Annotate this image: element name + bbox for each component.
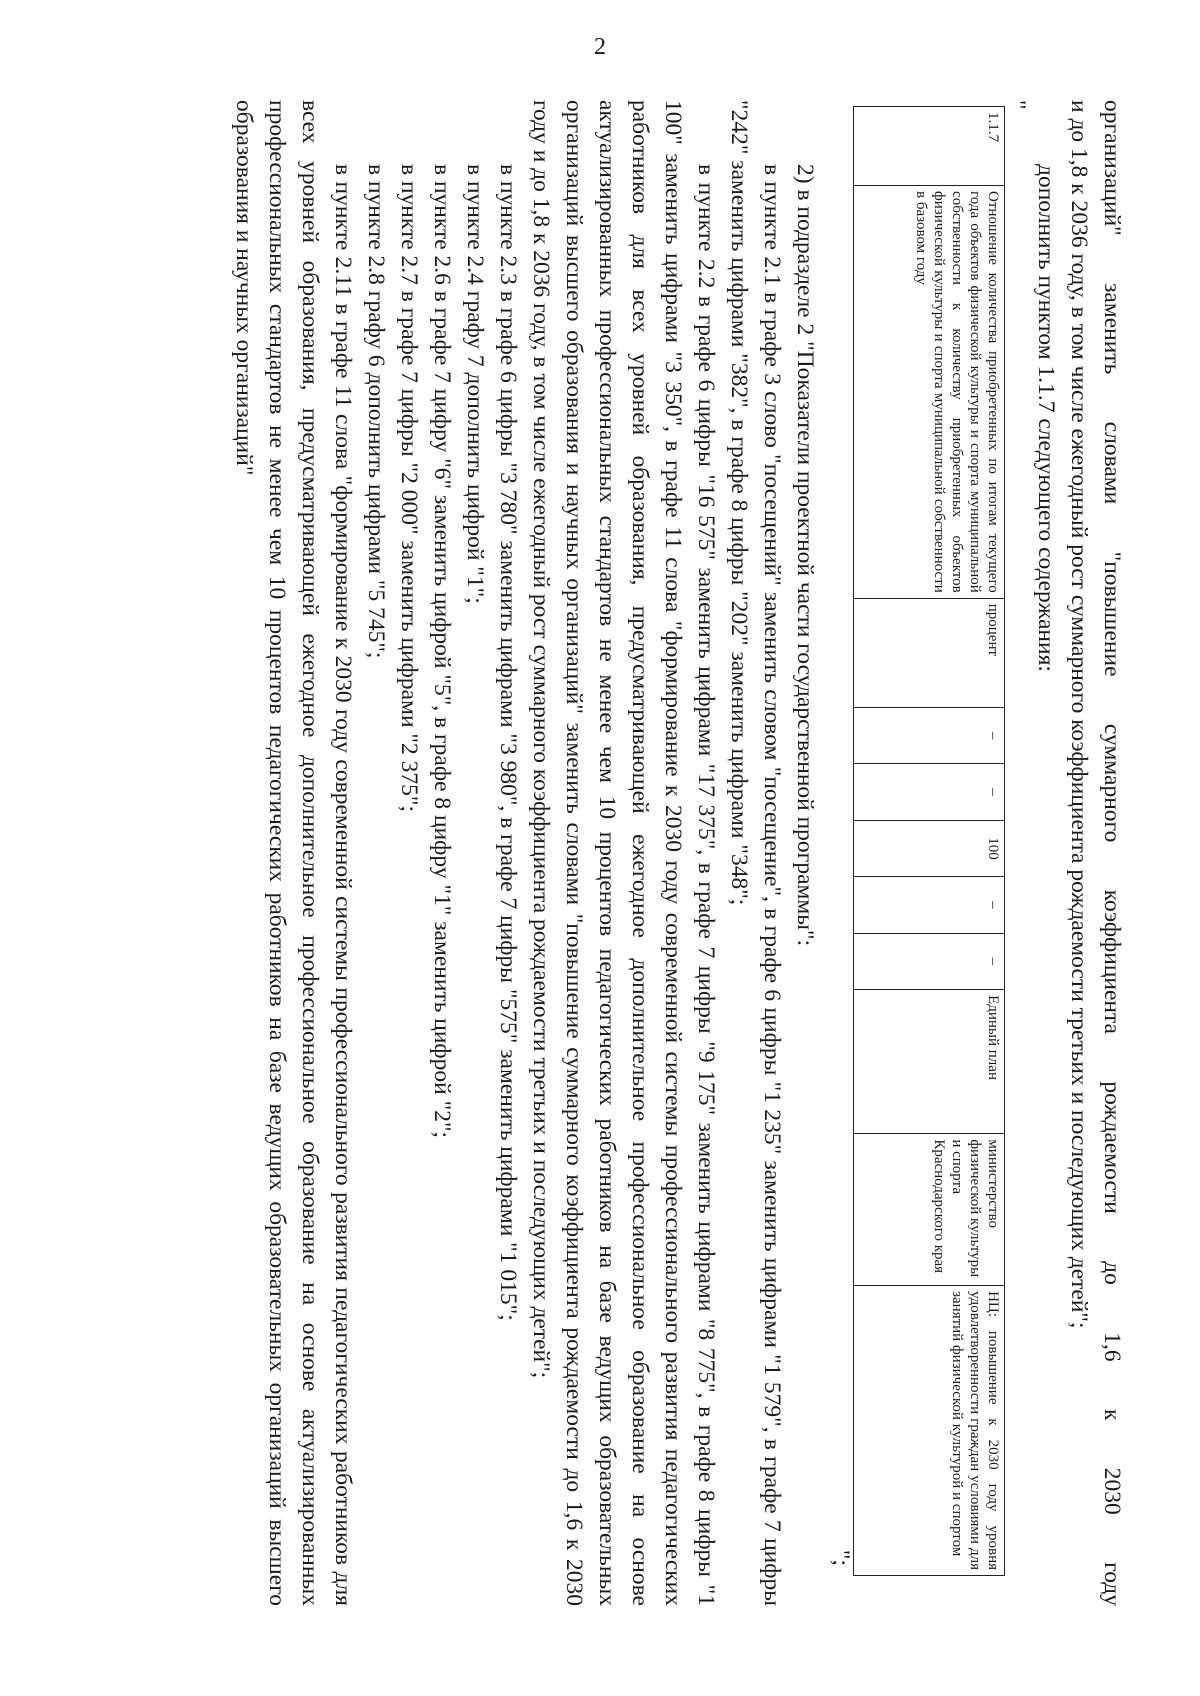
cell-goal: НЦ: повышение к 2030 году уровня удовлетворенности граждан условиями для занятий физической культурой и спортом <box>854 1286 1005 1576</box>
quote-close: "; <box>828 1549 854 1566</box>
intro-line-1: организаций" заменить словами "повышение суммарного коэффициента рождаемости до 1,6 к 2030 году <box>1099 100 1125 1606</box>
paragraph-item-2-3: в пункте 2.3 в графе 6 цифры "3 780" заменить цифрами "3 980", в графе 7 цифры "575" заменить цифрами "1 015"; <box>495 164 521 1321</box>
intro-line-2: и до 1,8 к 2036 году, в том числе ежегодный рост суммарного коэффициента рождаемости третьих и последующих детей"; <box>1066 100 1092 1329</box>
cell-executor: министерство физической культуры и спорта Краснодарского края <box>854 1134 1005 1286</box>
paragraph-subsection-2: 2) в подразделе 2 "Показатели проектной части государственной программы": <box>792 164 818 947</box>
quote-open: " <box>1004 100 1030 110</box>
paragraph-item-2-7: в пункте 2.7 в графе 7 цифры "2 000" заменить цифрами "2 375"; <box>396 164 422 812</box>
paragraph-item-2-11: в пункте 2.11 в графе 11 слова "формирование к 2030 году современной системы профессионального развития педагогических работников для всех уровней образования, предусматривающей ежегодное дополнительное профессиональное образование на основе актуализированных профессиональных стандартов не менее чем 10 процентов педагогических работников на базе ведущих образовательных организаций высшего образования и научных организаций" <box>231 100 356 1606</box>
cell-value-3: 100 <box>854 820 1005 876</box>
indicator-table <box>853 106 1005 1576</box>
cell-value-1: – <box>854 707 1005 763</box>
paragraph-item-2-8: в пункте 2.8 графу 6 дополнить цифрами "5 745"; <box>363 164 389 659</box>
paragraph-item-2-4: в пункте 2.4 графу 7 дополнить цифрой "1"; <box>462 164 488 604</box>
cell-value-2: – <box>854 764 1005 820</box>
cell-unit: процент <box>854 598 1005 707</box>
cell-plan: Единый план <box>854 990 1005 1134</box>
cell-number: 1.1.7 <box>854 107 1005 186</box>
cell-value-5: – <box>854 933 1005 989</box>
cell-value-4: – <box>854 877 1005 933</box>
paragraph-item-2-2: в пункте 2.2 в графе 6 цифры "16 575" заменить цифрами "17 375", в графе 7 цифры "9 175" заменить цифрами "8 775", в графе 8 цифры "1 100" заменить цифрами "3 350", в графе 11 слова "формирование к 2030 году современной системы профессионального развития педагогических работников для всех уровней образования, предусматривающей ежегодное дополнительное профессиональное образование на основе актуализированных профессиональных стандартов не менее чем 10 процентов педагогических работников на базе ведущих образовательных организаций высшего образования и научных организаций" заменить словами "повышение суммарного коэффициента рождаемости до 1,6 к 2030 году и до 1,8 к 2036 году, в том числе ежегодный рост суммарного коэффициента рождаемости третьих и последующих детей"; <box>528 100 719 1606</box>
paragraph-item-2-6: в пункте 2.6 в графе 7 цифру "6" заменить цифрой "5", в графе 8 цифру "1" заменить цифрой "2"; <box>429 164 455 1139</box>
document-body <box>168 100 1128 1606</box>
table-row <box>854 107 1005 1576</box>
cell-indicator-name: Отношение количества приобретенных по итогам текущего года объектов физической культуры и спорта муниципальной собственности к количеству приобретенных объектов физической культуры и спорта муниципальной собственности в базовом году <box>854 186 1005 599</box>
paragraph-item-2-1: в пункте 2.1 в графе 3 слово "посещений" заменить словом "посещение", в графе 6 цифры "1 235" заменить цифрами "1 579", в графе 7 цифры "242" заменить цифрами "382", в графе 8 цифры "202" заменить цифрами "348"; <box>726 100 785 1606</box>
page-number: 2 <box>594 34 606 60</box>
intro-line-3: дополнить пунктом 1.1.7 следующего содержания: <box>1033 164 1059 672</box>
